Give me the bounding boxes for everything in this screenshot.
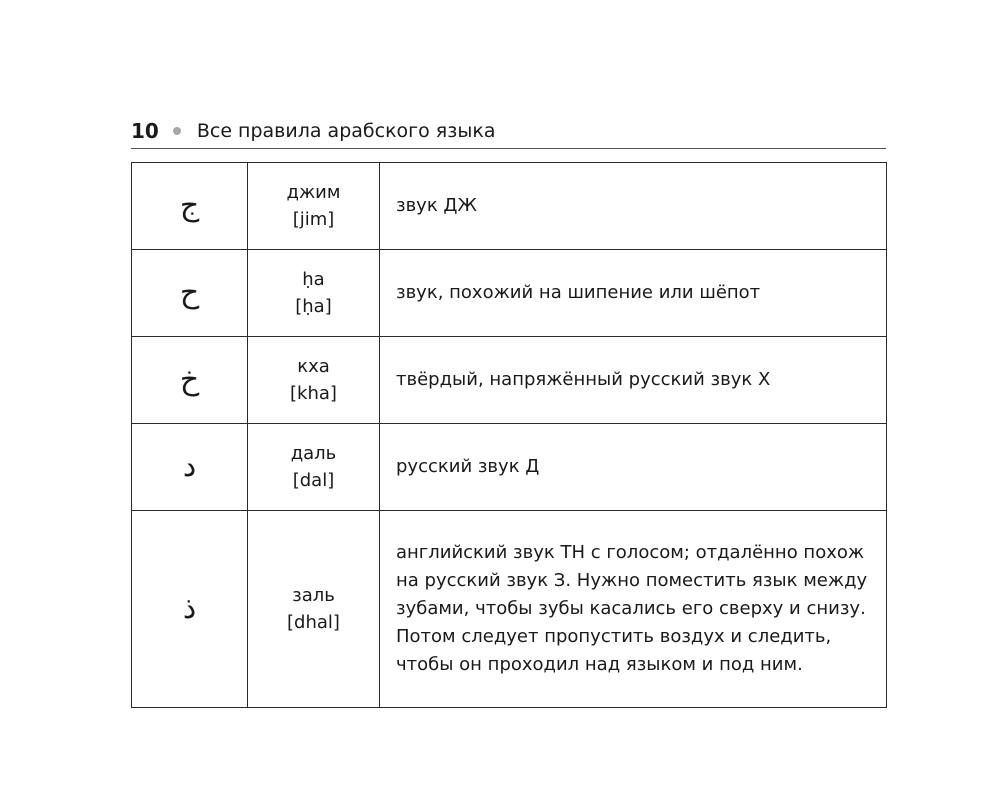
arabic-letter: ج [132,163,248,250]
letter-transliteration: [kha] [290,383,337,404]
table-row [132,424,887,511]
book-title: Все правила арабского языка [196,120,496,142]
alphabet-table [131,162,887,708]
letter-transliteration: [jim] [292,209,335,230]
bullet-separator [173,127,181,135]
letter-name-cell [248,250,380,337]
page-header [131,116,886,146]
letter-name-cell [248,511,380,708]
letter-name: ḥa [302,269,325,290]
letter-name-cell [248,163,380,250]
letter-transliteration: [dhal] [287,612,340,633]
letter-name: даль [290,443,337,464]
letter-description: твёрдый, напряжённый русский звук Х [380,337,887,424]
letter-name-cell [248,337,380,424]
page-number: 10 [131,119,159,143]
arabic-letter: د [132,424,248,511]
letter-description: русский звук Д [380,424,887,511]
header-divider [131,148,886,149]
letter-name: джим [286,182,341,203]
letter-transliteration: [dal] [292,470,335,491]
arabic-letter: خ [132,337,248,424]
letter-transliteration: [ḥa] [295,296,332,317]
letter-description: английский звук TH с голосом; отдалённо похож на русский звук З. Нужно поместить язык между зубами, чтобы зубы касались его сверху и снизу. Потом следует пропустить воздух и следить, чтобы он проходил над языком и под ним. [380,511,887,708]
arabic-letter: ذ [132,511,248,708]
table-row [132,250,887,337]
arabic-letter: ح [132,250,248,337]
letter-name-cell [248,424,380,511]
letter-name: заль [292,585,335,606]
letter-description: звук, похожий на шипение или шёпот [380,250,887,337]
table-row [132,337,887,424]
table-row [132,163,887,250]
letter-description: звук ДЖ [380,163,887,250]
table-row [132,511,887,708]
letter-name: кха [297,356,330,377]
